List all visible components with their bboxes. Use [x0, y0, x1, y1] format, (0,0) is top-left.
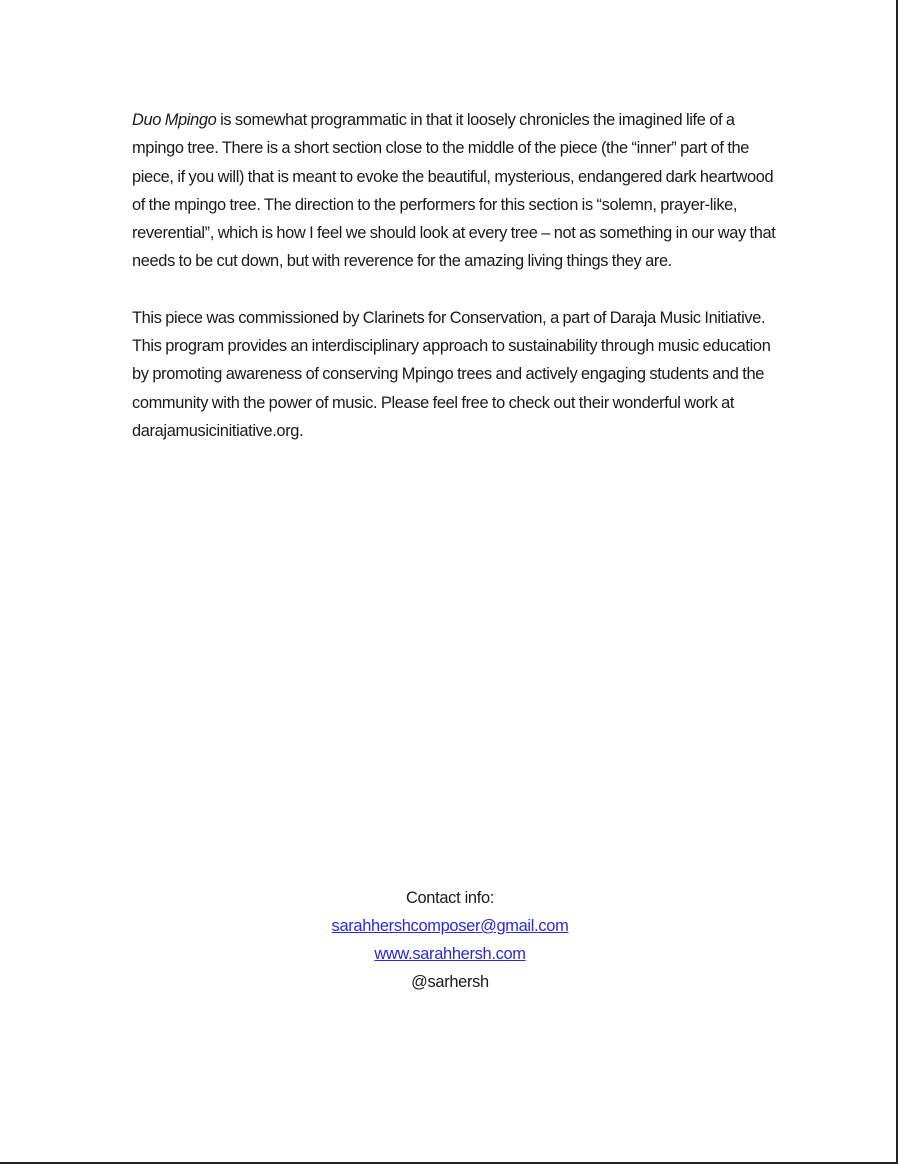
piece-title: Duo Mpingo	[132, 111, 217, 129]
paragraph-commission: This piece was commissioned by Clarinets for Conservation, a part of Daraja Music Initiative. This program provides an interdisciplinary approach to sustainability through music education by promoting awareness of conserving Mpingo trees and actively engaging students and the community with the power of music. Please feel free to check out their wonderful work at darajamusicinitiative.org.	[132, 308, 771, 440]
website-link[interactable]: www.sarahhersh.com	[374, 945, 526, 963]
paragraph-program-description	[132, 106, 777, 276]
program-note	[132, 106, 777, 445]
contact-heading: Contact info:	[405, 889, 495, 907]
email-link[interactable]: sarahhershcomposer@gmail.com	[331, 917, 569, 935]
paragraph-program-description-text: is somewhat programmatic in that it loosely chronicles the imagined life of a mpingo tree. There is a short section close to the middle of the piece (the “inner” part of the piece, if you will) that is meant to evoke the beautiful, mysterious, endangered dark heartwood of the mpingo tree. The direction to the performers for this section is “solemn, prayer-like, reverential”, which is how I feel we should look at every tree – not as something in our way that needs to be cut down, but with reverence for the amazing living things they are.	[132, 111, 776, 271]
social-handle: @sarhersh	[411, 973, 489, 991]
contact-block	[0, 884, 900, 996]
